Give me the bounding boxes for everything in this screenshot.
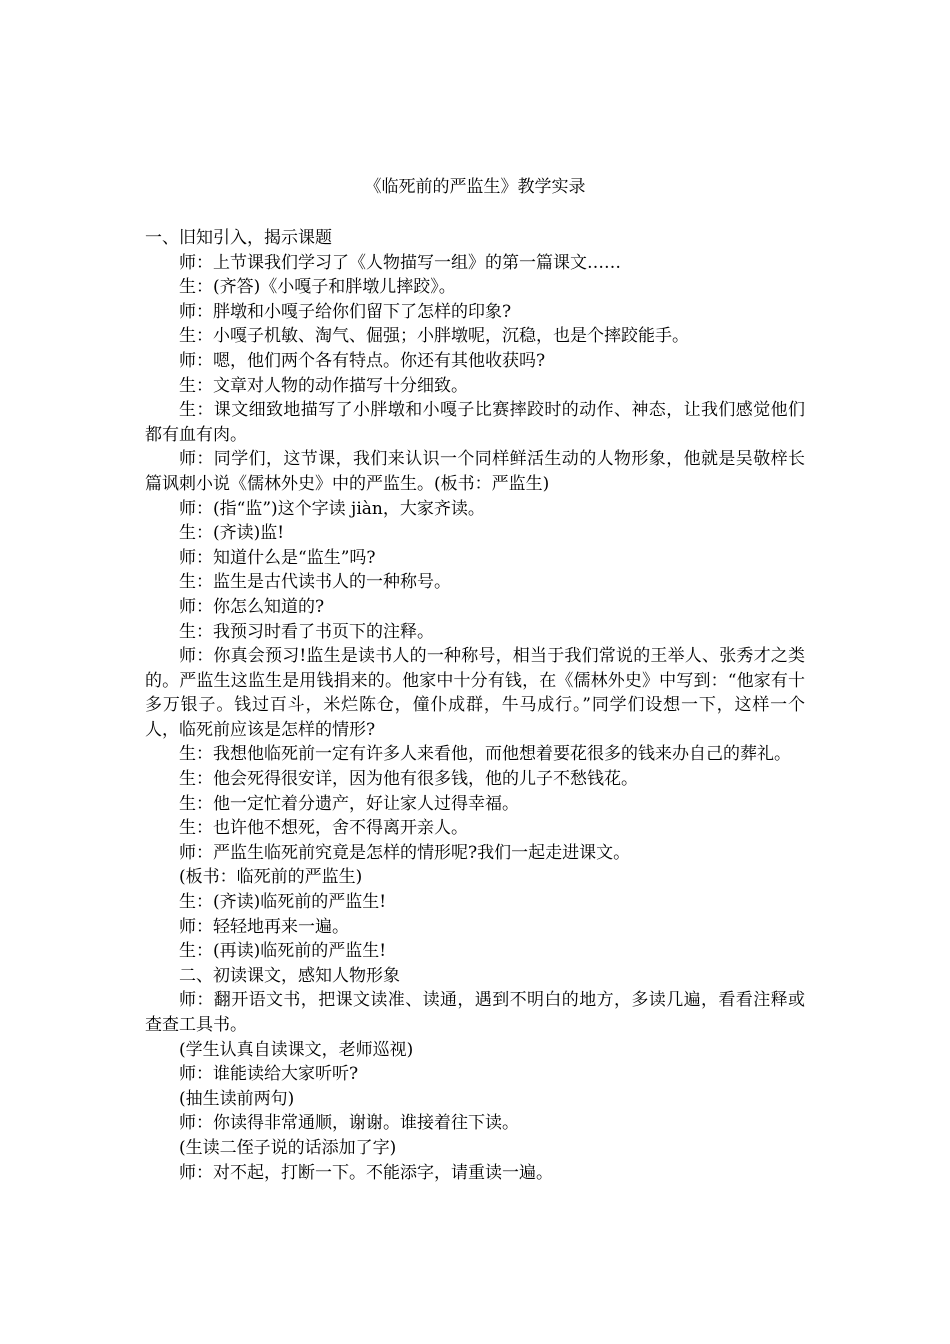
document-body: [145, 226, 805, 1185]
stage-direction: (抽生读前两句): [179, 1088, 295, 1109]
dialogue-paragraph: 师：对不起，打断一下。不能添字，请重读一遍。: [179, 1162, 553, 1183]
stage-direction: (生读二侄子说的话添加了字): [179, 1137, 397, 1158]
dialogue-paragraph: 生：课文细致地描写了小胖墩和小嘎子比赛摔跤时的动作、神态，让我们感觉他们都有血有肉。: [145, 400, 805, 445]
stage-direction: (学生认真自读课文，老师巡视): [179, 1039, 414, 1060]
stage-direction: (板书：临死前的严监生): [179, 867, 363, 888]
dialogue-paragraph: 生：也许他不想死，舍不得离开亲人。: [179, 818, 468, 839]
dialogue-paragraph: 生：我想他临死前一定有许多人来看他，而他想着要花很多的钱来办自己的葬礼。: [179, 744, 791, 765]
dialogue-paragraph: 师：知道什么是“监生”吗?: [179, 547, 376, 568]
dialogue-paragraph: 生：监生是古代读书人的一种称号。: [179, 572, 451, 593]
dialogue-paragraph: 师：谁能读给大家听听?: [179, 1064, 359, 1085]
document-title: 《临死前的严监生》教学实录: [364, 177, 586, 197]
dialogue-paragraph: 生：(再读)临死前的严监生!: [179, 941, 387, 962]
dialogue-paragraph: 生：我预习时看了书页下的注释。: [179, 621, 434, 642]
dialogue-paragraph: 师：胖墩和小嘎子给你们留下了怎样的印象?: [179, 301, 512, 322]
dialogue-paragraph: 师：你怎么知道的?: [179, 596, 325, 617]
dialogue-paragraph: 师：(指“监”)这个字读 jiàn，大家齐读。: [179, 498, 485, 519]
dialogue-paragraph: 师：嗯，他们两个各有特点。你还有其他收获吗?: [179, 350, 546, 371]
dialogue-paragraph: 师：上节课我们学习了《人物描写一组》的第一篇课文……: [179, 252, 621, 273]
dialogue-paragraph: 师：同学们，这节课，我们来认识一个同样鲜活生动的人物形象，他就是吴敬梓长篇讽刺小说《儒林外史》中的严监生。(板书：严监生): [145, 449, 805, 494]
section-heading: 一、旧知引入，揭示课题: [145, 228, 332, 248]
dialogue-paragraph: 师：翻开语文书，把课文读准、读通，遇到不明白的地方，多读几遍，看看注释或查查工具书。: [145, 990, 805, 1035]
dialogue-paragraph: 生：文章对人物的动作描写十分细致。: [179, 375, 468, 396]
dialogue-paragraph: 师：你读得非常通顺，谢谢。谁接着往下读。: [179, 1113, 519, 1134]
dialogue-paragraph: 生：(齐读)监!: [179, 523, 285, 544]
dialogue-paragraph: 生：他一定忙着分遗产，好让家人过得幸福。: [179, 793, 519, 814]
section-heading: 二、初读课文，感知人物形象: [179, 965, 400, 986]
dialogue-paragraph: 生：小嘎子机敏、淘气、倔强；小胖墩呢，沉稳，也是个摔跤能手。: [179, 326, 689, 347]
dialogue-paragraph: 生：(齐读)临死前的严监生!: [179, 892, 387, 913]
dialogue-paragraph: 生：他会死得很安详，因为他有很多钱，他的儿子不愁钱花。: [179, 769, 638, 790]
dialogue-paragraph: 师：轻轻地再来一遍。: [179, 916, 349, 937]
dialogue-paragraph: 生：(齐答)《小嘎子和胖墩儿摔跤》。: [179, 277, 456, 298]
dialogue-paragraph: 师：严监生临死前究竟是怎样的情形呢?我们一起走进课文。: [179, 842, 631, 863]
dialogue-paragraph: 师：你真会预习!监生是读书人的一种称号，相当于我们常说的王举人、张秀才之类的。严监生这监生是用钱捐来的。他家中十分有钱，在《儒林外史》中写到：“他家有十多万银子。钱过百斗，米烂陈仓，僮仆成群，牛马成行。”同学们设想一下，这样一个人，临死前应该是怎样的情形?: [145, 646, 805, 740]
